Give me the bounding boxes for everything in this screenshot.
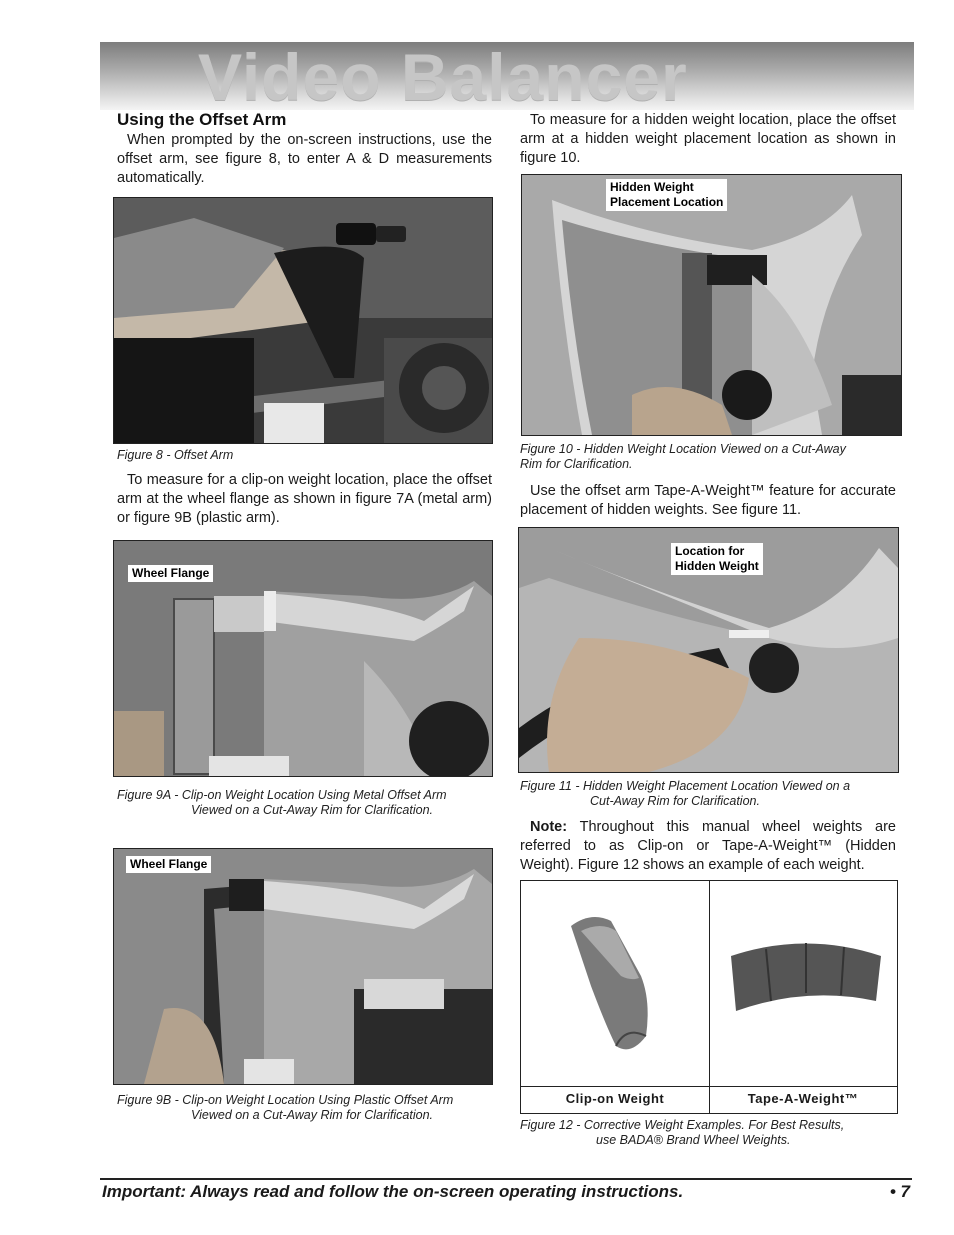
figure-9b-label: Wheel Flange xyxy=(126,856,211,873)
figure-9a-caption-line2: Viewed on a Cut-Away Rim for Clarification. xyxy=(191,803,433,817)
tape-a-weight-paragraph: Use the offset arm Tape-A-Weight™ feature for accurate placement of hidden weights. See figure 11. xyxy=(520,483,896,518)
footer-rule xyxy=(100,1178,912,1180)
figure-10-caption xyxy=(520,442,897,472)
figure-12-divider xyxy=(709,881,710,1113)
figure-12-caption-line2: use BADA® Brand Wheel Weights. xyxy=(596,1133,791,1147)
note-paragraph xyxy=(520,818,896,875)
header-banner xyxy=(100,42,914,110)
figure-12-caption-line1: Figure 12 - Corrective Weight Examples. For Best Results, xyxy=(520,1118,845,1132)
figure-10-caption-line1: Figure 10 - Hidden Weight Location Viewed on a Cut-Away xyxy=(520,442,846,456)
figure-12-box xyxy=(520,880,898,1114)
note-text: Throughout this manual wheel weights are referred to as Clip-on or Tape-A-Weight™ (Hidden Weight). Figure 12 shows an example of each weight. xyxy=(520,819,896,873)
figure-9b-caption-line2: Viewed on a Cut-Away Rim for Clarification. xyxy=(191,1108,433,1122)
hidden-weight-paragraph: To measure for a hidden weight location, place the offset arm at a hidden weight placement location as shown in figure 10. xyxy=(520,112,896,166)
figure-11-caption-line2: Cut-Away Rim for Clarification. xyxy=(590,794,760,808)
figure-9b-caption-line1: Figure 9B - Clip-on Weight Location Using Plastic Offset Arm xyxy=(117,1093,454,1107)
figure-9b-photo xyxy=(113,848,493,1085)
figure-9b-caption xyxy=(117,1093,497,1123)
clip-on-weight-label: Clip-on Weight xyxy=(565,1091,665,1106)
intro-paragraph: When prompted by the on-screen instructions, use the offset arm, see figure 8, to enter A & D measurements automatically. xyxy=(117,132,492,186)
figure-10-label-line1: Hidden Weight xyxy=(610,180,694,194)
figure-11-label-line2: Hidden Weight xyxy=(675,559,759,573)
page-number: • 7 xyxy=(889,1182,910,1201)
figure-11-caption-line1: Figure 11 - Hidden Weight Placement Location Viewed on a xyxy=(520,779,851,793)
section-heading: Using the Offset Arm xyxy=(117,110,287,129)
figure-11-caption xyxy=(520,779,897,809)
figure-10-label-line2: Placement Location xyxy=(610,195,724,209)
figure-10-label xyxy=(606,179,727,211)
figure-11-label-line1: Location for xyxy=(675,544,745,558)
banner-title: Video Balancer xyxy=(198,42,688,110)
footer xyxy=(102,1182,910,1202)
figure-11-label xyxy=(671,543,763,575)
tape-a-weight-image xyxy=(726,931,886,1031)
figure-8-photo xyxy=(113,197,493,444)
figure-9a-caption-line1: Figure 9A - Clip-on Weight Location Using Metal Offset Arm xyxy=(117,788,447,802)
clip-on-paragraph: To measure for a clip-on weight location, place the offset arm at the wheel flange as shown in figure 7A (metal arm) or figure 9B (plastic arm). xyxy=(117,472,492,526)
tape-a-weight-label: Tape-A-Weight™ xyxy=(747,1091,859,1106)
figure-10-caption-line2: Rim for Clarification. xyxy=(520,457,633,471)
note-label: Note: xyxy=(530,819,568,835)
figure-12-caption xyxy=(520,1118,897,1148)
footer-text: Important: Always read and follow the on-screen operating instructions. xyxy=(102,1182,684,1201)
clip-on-weight-image xyxy=(551,906,681,1056)
figure-12-label-rule xyxy=(521,1086,897,1087)
figure-10-photo xyxy=(521,174,902,436)
figure-9a-caption xyxy=(117,788,497,818)
figure-8-caption: Figure 8 - Offset Arm xyxy=(117,448,234,462)
figure-9a-label: Wheel Flange xyxy=(128,565,213,582)
